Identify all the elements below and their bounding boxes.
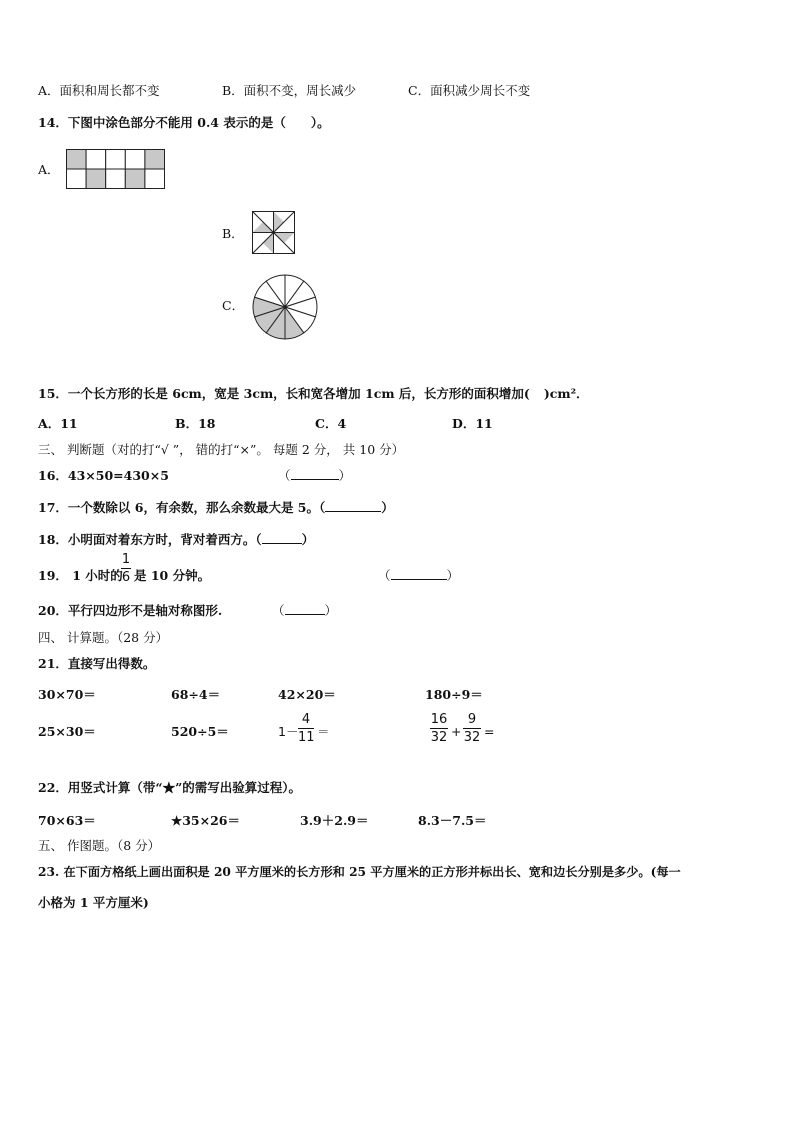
q21-item-c-eq: ＝: [317, 724, 330, 739]
q15-option-d: D．11: [452, 416, 493, 431]
q18-answer-blank[interactable]: [262, 543, 302, 544]
q19-answer-blank[interactable]: （ ）: [378, 568, 460, 583]
q21-item: 30×70＝: [38, 687, 96, 702]
q13-option-c: C．面积减少周长不变: [408, 83, 531, 98]
grid-cell: [86, 169, 106, 189]
q16-text: 16．43×50=430×5: [38, 468, 169, 483]
q17-text: 17．一个数除以 6，有余数，那么余数最大是 5。（ ）: [38, 500, 394, 515]
q14-stem: 14．下图中涂色部分不能用 0.4 表示的是（ ）。: [38, 115, 330, 130]
grid-cell: [67, 150, 87, 170]
q17-answer-blank[interactable]: [325, 511, 381, 512]
grid-cell: [125, 150, 145, 170]
section4-title: 四、 计算题。（28 分）: [38, 630, 169, 645]
q19-text-post: 是 10 分钟。: [134, 568, 211, 583]
q18-text: 18．小明面对着东方时，背对着西方。（ ）: [38, 532, 315, 547]
grid-cell: [145, 150, 165, 170]
q21-fraction-d1: 16 32: [430, 712, 448, 745]
q21-item-c-pre: 1－: [278, 724, 299, 739]
q22-stem: 22．用竖式计算（带“★”的需写出验算过程）。: [38, 780, 302, 795]
q21-stem: 21．直接写出得数。: [38, 656, 156, 671]
q21-item: 180÷9＝: [425, 687, 483, 702]
section5-title: 五、 作图题。（8 分）: [38, 838, 161, 853]
q20-text: 20．平行四边形不是轴对称图形.: [38, 603, 223, 618]
q21-item: 25×30＝: [38, 724, 96, 739]
q14-figure-b-square: [252, 211, 295, 254]
q22-item: 70×63＝: [38, 813, 96, 828]
q22-item: 8.3－7.5＝: [418, 813, 487, 828]
q15-stem-pre: 15．一个长方形的长是 6cm，宽是 3cm，长和宽各增加 1cm 后，长方形的面积增加(: [38, 386, 530, 401]
q19-text-pre: 19． 1 小时的: [38, 568, 123, 583]
q14-figure-a-grid: [66, 149, 165, 189]
q13-option-b: B．面积不变，周长减少: [222, 83, 357, 98]
q22-item: ★35×26＝: [171, 813, 240, 828]
q15-stem-post: )cm²．: [543, 386, 589, 401]
q21-fraction-c: 4 11: [298, 712, 315, 745]
grid-cell: [106, 169, 126, 189]
q14-figure-c-pie: [252, 274, 318, 340]
q23-line2: 小格为 1 平方厘米): [38, 895, 149, 910]
q22-item: 3.9＋2.9＝: [300, 813, 369, 828]
q15-stem: [38, 386, 589, 402]
q19-fraction: 1 6: [121, 552, 131, 585]
grid-cell: [125, 169, 145, 189]
q16-answer-blank[interactable]: （ ）: [278, 468, 352, 483]
q13-option-a: A．面积和周长都不变: [38, 83, 160, 98]
q15-option-a: A．11: [38, 416, 78, 431]
q21-item: 68÷4＝: [171, 687, 221, 702]
q14-label-b: B．: [222, 226, 244, 241]
q23-line1: 23. 在下面方格纸上画出面积是 20 平方厘米的长方形和 25 平方厘米的正方形并标出长、宽和边长分别是多少。(每一: [38, 865, 681, 879]
q20-answer-blank[interactable]: （ ）: [272, 603, 338, 618]
q14-label-c: C．: [222, 298, 245, 313]
q15-option-c: C．4: [315, 416, 347, 431]
grid-cell: [67, 169, 87, 189]
q21-item: 520÷5＝: [171, 724, 229, 739]
grid-cell: [106, 150, 126, 170]
section3-title: 三、 判断题（对的打“√ ”， 错的打“×”。 每题 2 分， 共 10 分）: [38, 442, 405, 457]
grid-cell: [145, 169, 165, 189]
q21-item: 42×20＝: [278, 687, 336, 702]
q21-item-d-eq: =: [484, 724, 495, 739]
q14-label-a: A．: [38, 162, 60, 177]
q15-option-b: B．18: [175, 416, 216, 431]
grid-cell: [86, 150, 106, 170]
q21-item-d-op: +: [451, 724, 462, 739]
q21-fraction-d2: 9 32: [463, 712, 481, 745]
